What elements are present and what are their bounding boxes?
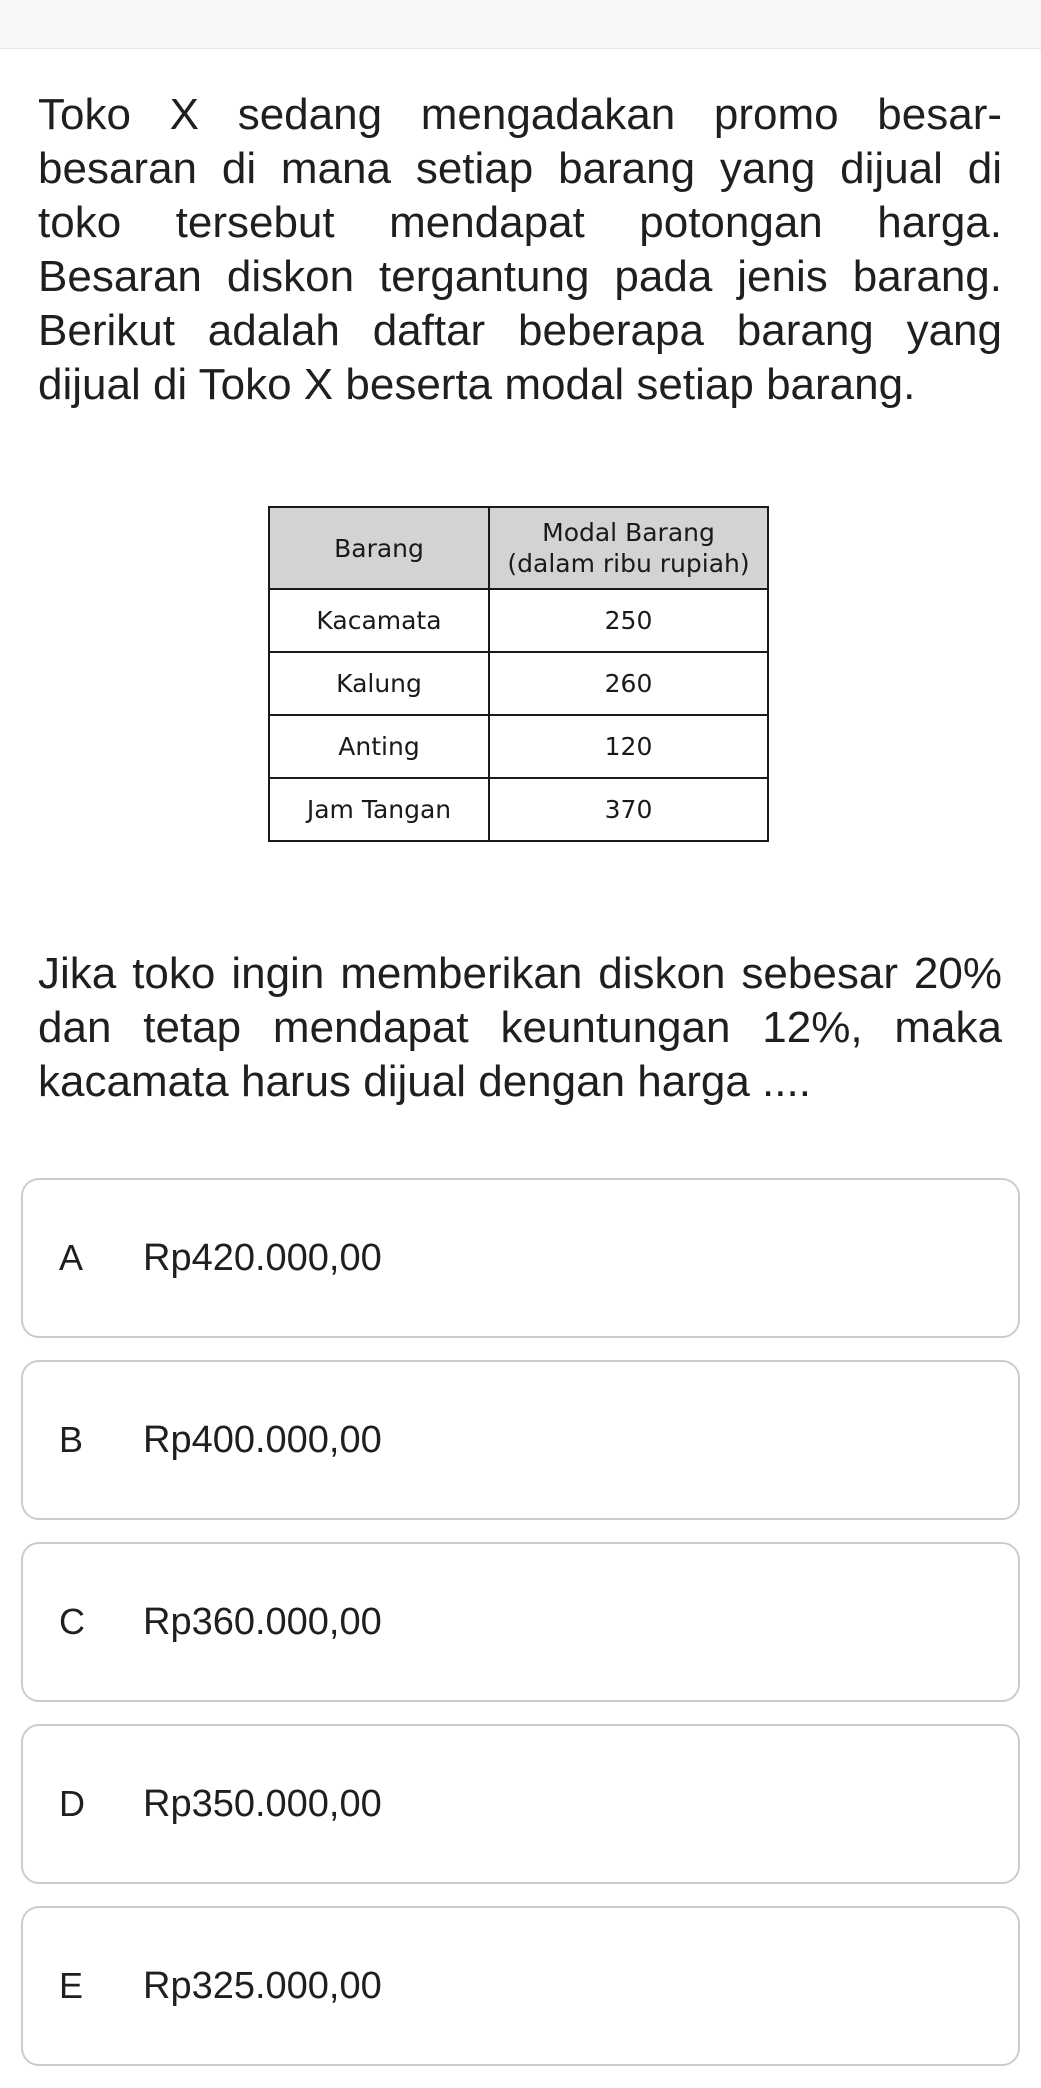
option-text: Rp350.000,00 <box>143 1782 382 1825</box>
option-e[interactable] <box>21 1906 1020 2066</box>
option-letter: C <box>59 1601 85 1642</box>
row-item: Anting <box>269 715 489 778</box>
header-item: Barang <box>269 507 489 589</box>
table-row <box>269 715 768 778</box>
option-letter: B <box>59 1419 84 1460</box>
option-c[interactable] <box>21 1542 1020 1702</box>
row-capital: 250 <box>489 589 768 652</box>
header-capital-line1: Modal Barang <box>542 518 715 547</box>
row-capital: 370 <box>489 778 768 841</box>
row-item: Jam Tangan <box>269 778 489 841</box>
table-row <box>269 778 768 841</box>
header-capital <box>489 507 768 589</box>
option-text: Rp325.000,00 <box>143 1964 382 2007</box>
option-letter: D <box>59 1783 85 1824</box>
table-row <box>269 652 768 715</box>
option-letter: A <box>59 1237 84 1278</box>
row-item: Kalung <box>269 652 489 715</box>
table-header-row <box>269 507 768 589</box>
top-bar <box>0 0 1041 49</box>
row-item: Kacamata <box>269 589 489 652</box>
question-intro: Toko X sedang mengadakan promo besar-besaran di mana setiap barang yang dijual di toko tersebut mendapat potongan harga. Besaran diskon tergantung pada jenis barang. Berikut adalah daftar beberapa barang yang dijual di Toko X beserta modal setiap barang. <box>38 90 1002 409</box>
row-capital: 120 <box>489 715 768 778</box>
table-row <box>269 589 768 652</box>
row-capital: 260 <box>489 652 768 715</box>
option-b[interactable] <box>21 1360 1020 1520</box>
option-text: Rp400.000,00 <box>143 1418 382 1461</box>
price-table <box>268 506 769 842</box>
option-text: Rp360.000,00 <box>143 1600 382 1643</box>
option-d[interactable] <box>21 1724 1020 1884</box>
question-prompt: Jika toko ingin memberikan diskon sebesar 20% dan tetap mendapat keuntungan 12%, maka kacamata harus dijual dengan harga .... <box>38 949 1002 1106</box>
answer-options <box>21 1178 1020 2088</box>
option-letter: E <box>59 1965 84 2006</box>
option-text: Rp420.000,00 <box>143 1236 382 1279</box>
header-capital-line2: (dalam ribu rupiah) <box>507 549 750 578</box>
option-a[interactable] <box>21 1178 1020 1338</box>
